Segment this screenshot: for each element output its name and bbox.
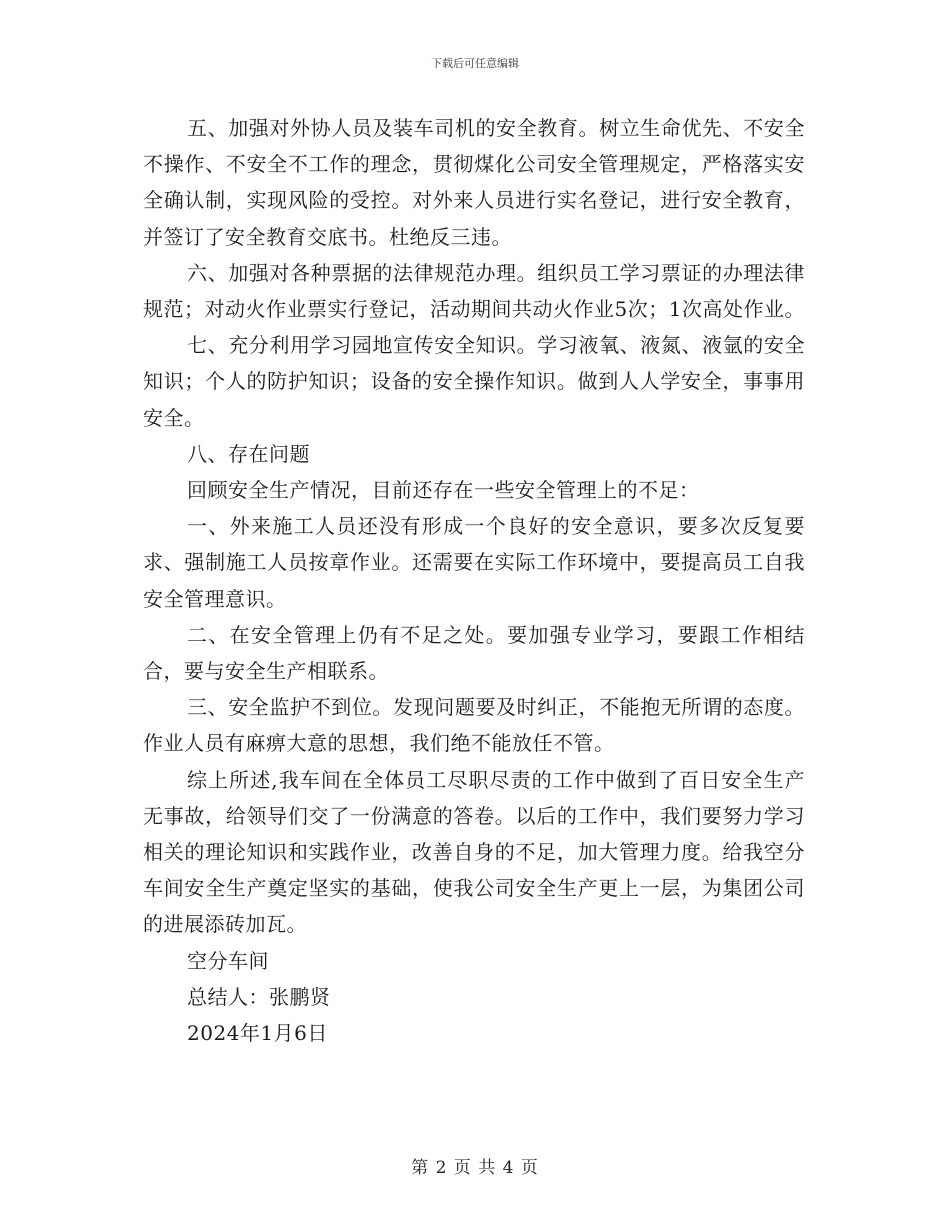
header-note: 下载后可任意编辑 [431, 57, 519, 70]
paragraph-problem-1: 一、外来施工人员还没有形成一个良好的安全意识，要多次反复要求、强制施工人员按章作业。还需要在实际工作环境中，要提高员工自我安全管理意识。 [143, 514, 805, 611]
document-body [143, 110, 805, 1051]
signature-date: 2024年1月6日 [187, 1021, 328, 1046]
paragraph-6-permit-regulation: 六、加强对各种票据的法律规范办理。组织员工学习票证的办理法律规范；对动火作业票实行登记，活动期间共动火作业5次；1次高处作业。 [143, 260, 805, 322]
paragraph-review-intro: 回顾安全生产情况，目前还存在一些安全管理上的不足： [187, 478, 700, 503]
paragraph-conclusion: 综上所述,我车间在全体员工尽职尽责的工作中做到了百日安全生产无事故，给领导们交了一份满意的答卷。以后的工作中，我们要努力学习相关的理论知识和实践作业，改善自身的不足，加大管理力度。给我空分车间安全生产奠定坚实的基础，使我公司安全生产更上一层，为集团公司的进展添砖加瓦。 [143, 767, 805, 937]
paragraph-5-safety-education: 五、加强对外协人员及装车司机的安全教育。树立生命优先、不安全不操作、不安全不工作的理念，贯彻煤化公司安全管理规定，严格落实安全确认制，实现风险的受控。对外来人员进行实名登记，进行安全教育，并签订了安全教育交底书。杜绝反三违。 [143, 116, 805, 249]
page-number-footer: 第 2 页 共 4 页 [411, 1158, 539, 1178]
signature-author: 总结人：张鹏贤 [187, 984, 331, 1009]
signature-department: 空分车间 [187, 948, 269, 973]
paragraph-problem-2: 二、在安全管理上仍有不足之处。要加强专业学习，要跟工作相结合，要与安全生产相联系。 [143, 622, 805, 684]
paragraph-problem-3: 三、安全监护不到位。发现问题要及时纠正，不能抱无所谓的态度。作业人员有麻痹大意的思想，我们绝不能放任不管。 [143, 695, 805, 756]
paragraph-7-knowledge-promotion: 七、充分利用学习园地宣传安全知识。学习液氧、液氮、液氩的安全知识；个人的防护知识；设备的安全操作知识。做到人人学安全，事事用安全。 [143, 333, 805, 430]
section-heading-problems: 八、存在问题 [187, 441, 310, 466]
